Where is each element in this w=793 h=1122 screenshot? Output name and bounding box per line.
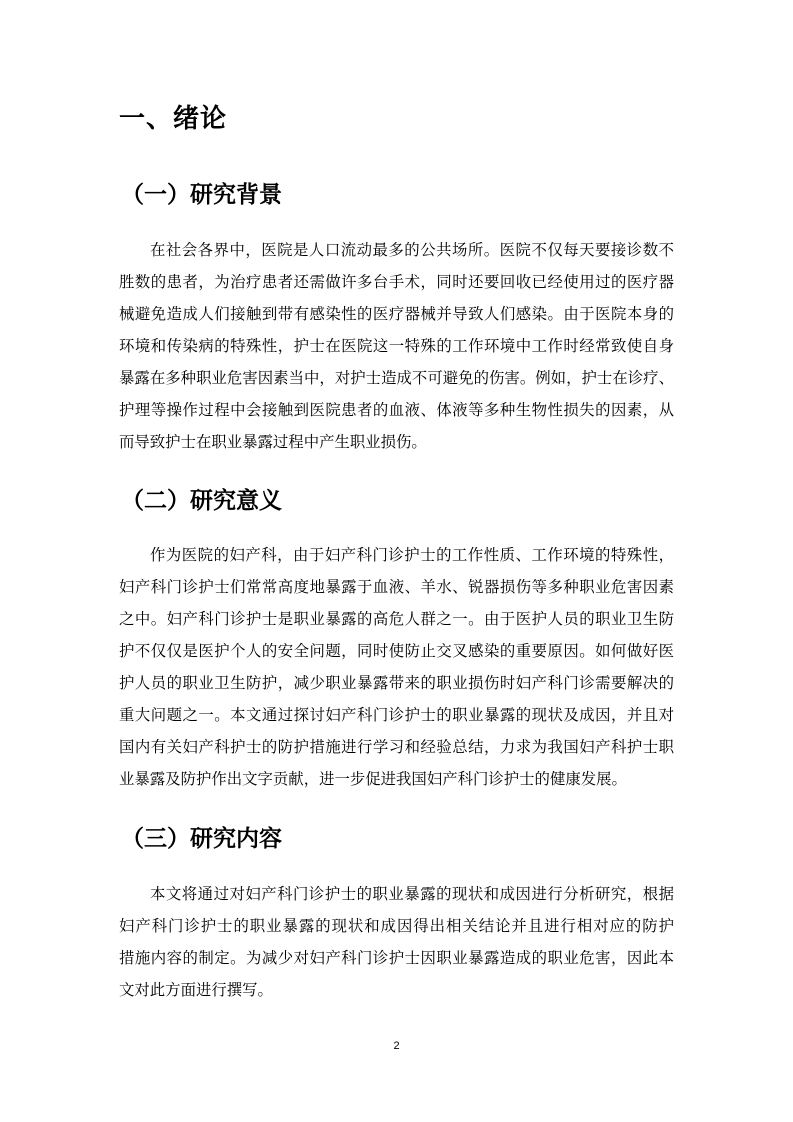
text-line: 重大问题之一。本文通过探讨妇产科门诊护士的职业暴露的现状及成因，并且对	[119, 706, 674, 724]
text-line: 妇产科门诊护士们常常高度地暴露于血液、羊水、锐器损伤等多种职业危害因素	[119, 578, 674, 596]
paragraph-significance	[119, 539, 674, 795]
page-number: 2	[393, 1040, 400, 1052]
text-line: 护不仅仅是医护个人的安全问题，同时使防止交叉感染的重要原因。如何做好医	[119, 642, 674, 660]
text-line: 而导致护士在职业暴露过程中产生职业损伤。	[119, 433, 427, 451]
text-line: 胜数的患者，为治疗患者还需做许多台手术，同时还要回收已经使用过的医疗器	[119, 273, 674, 291]
section-heading-content: （三）研究内容	[121, 826, 282, 852]
chapter-heading: 一、绪论	[119, 104, 228, 134]
section-heading-background: （一）研究背景	[121, 182, 282, 208]
text-line: 暴露在多种职业危害因素当中，对护士造成不可避免的伤害。例如，护士在诊疗、	[119, 369, 674, 387]
section-heading-significance: （二）研究意义	[121, 488, 282, 514]
text-line: 本文将通过对妇产科门诊护士的职业暴露的现状和成因进行分析研究，根据	[150, 885, 674, 903]
text-line: 妇产科门诊护士的职业暴露的现状和成因得出相关结论并且进行相对应的防护	[119, 917, 674, 935]
text-line: 文对此方面进行撰写。	[119, 981, 273, 999]
text-line: 环境和传染病的特殊性，护士在医院这一特殊的工作环境中工作时经常致使自身	[119, 337, 674, 355]
text-line: 护人员的职业卫生防护，减少职业暴露带来的职业损伤时妇产科门诊需要解决的	[119, 674, 674, 692]
text-line: 护理等操作过程中会接触到医院患者的血液、体液等多种生物性损失的因素，从	[119, 401, 674, 419]
text-line: 措施内容的制定。为减少对妇产科门诊护士因职业暴露造成的职业危害，因此本	[119, 949, 674, 967]
text-line: 国内有关妇产科护士的防护措施进行学习和经验总结，力求为我国妇产科护士职	[119, 738, 674, 756]
text-line: 械避免造成人们接触到带有感染性的医疗器械并导致人们感染。由于医院本身的	[119, 305, 674, 323]
text-line: 作为医院的妇产科，由于妇产科门诊护士的工作性质、工作环境的特殊性，	[150, 546, 674, 564]
paragraph-content	[119, 878, 674, 1006]
text-line: 之中。妇产科门诊护士是职业暴露的高危人群之一。由于医护人员的职业卫生防	[119, 610, 674, 628]
paragraph-background	[119, 234, 674, 458]
text-line: 业暴露及防护作出文字贡献，进一步促进我国妇产科门诊护士的健康发展。	[119, 770, 627, 788]
text-line: 在社会各界中，医院是人口流动最多的公共场所。医院不仅每天要接诊数不	[150, 241, 674, 259]
